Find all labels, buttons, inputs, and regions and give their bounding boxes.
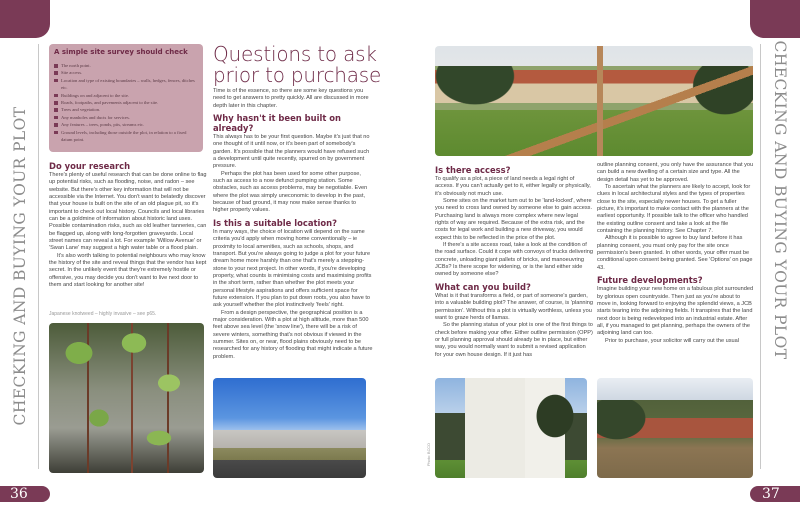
heading-suitable-location: Is this a suitable location?: [213, 217, 337, 228]
column-access: [435, 162, 593, 359]
survey-item: Site access.: [54, 69, 198, 76]
development-site-photo: [597, 378, 753, 478]
survey-item: The north point.: [54, 62, 198, 69]
survey-item: Location and type of existing boundaries – walls, hedges, fences, ditches etc.: [54, 77, 198, 92]
survey-item: Any manholes and ducts for services.: [54, 114, 198, 121]
body-paragraph: This always has to be your first question. Maybe it's just that no one thought of it until now, or it's been part of somebody's garden. It's possible that the planners would have refused such a development until quite recently, spurred on by government pressure.: [213, 134, 370, 170]
heading-what-can-you-build: What can you build?: [435, 281, 531, 292]
left-side-rule: [38, 44, 39, 469]
square-bullet-icon: [54, 108, 58, 112]
right-side-rule: [760, 44, 761, 469]
survey-item: Ground levels, including those outside the plot, in relation to a fixed datum point.: [54, 129, 198, 144]
body-paragraph: In many ways, the choice of location will depend on the same criteria you'd apply when moving home conventionally – ie proximity to local amenities, such as schools, shops, and transport. But you're always going to judge a plot for your future dream home more harshly than one that's merely a stepping-stone to your next project. In other words, if you're developing property, what counts is minimising costs and maximising profits in the short term, rather than whether the plot meets your personal lifestyle aspirations and offers sufficient space for future extension. If you plan to put down roots, you also have to ask yourself whether the plot instinctively 'feels' right.: [213, 228, 372, 309]
square-bullet-icon: [54, 64, 58, 68]
body-paragraph: What is it that transforms a field, or part of someone's garden, into a valuable building plot? The answer, of course, is 'planning permission'. Without this a plot is virtually worthless, unless you want to graze herds of llamas.: [435, 292, 594, 321]
right-running-head: CHECKING AND BUYING YOUR PLOT: [771, 40, 789, 360]
survey-checklist: [54, 62, 198, 143]
body-paragraph: It's also worth talking to potential neighbours who may know the history of the site and reveal things that the vendor has kept secret. In the unlikely event that they're extremely hostile or offensive, you may decide you don't want to live next door to them and start looking for another site!: [49, 252, 207, 289]
body-paragraph: outline planning consent, you only have the assurance that you can build a new dwelling of a certain size and type. All the design detail has yet to be approved.: [597, 162, 754, 183]
square-bullet-icon: [54, 79, 58, 83]
survey-item: Roads, footpaths, and pavements adjacent to the site.: [54, 99, 198, 106]
photo-credit: Photo: BCCO: [427, 442, 431, 466]
body-paragraph: To ascertain what the planners are likely to accept, look for clues in local architectural styles and the types of properties close to the site, especially newer houses. To get a fuller picture, it's important to make contact with the planners at the earliest opportunity. If possible talk to the officer who handled the existing outline consent and take a look at the file containing the planning history. See Chapter 7.: [597, 184, 751, 235]
knotweed-photo: [49, 323, 204, 473]
square-bullet-icon: [54, 123, 58, 127]
body-paragraph: Prior to purchase, your solicitor will carry out the usual: [605, 337, 739, 344]
survey-item: Any features – trees, ponds, pits, streams etc.: [54, 121, 198, 128]
heading-why-not-built: Why hasn't it been built on already?: [213, 113, 341, 134]
square-bullet-icon: [54, 101, 58, 105]
square-bullet-icon: [54, 116, 58, 120]
body-paragraph: There's plenty of useful research that can be done online to flag up potential risks, such as flooding, noise, and radon – see website. But there's other key information that will not be accessible via the Internet. You don't want to belatedly discover that your house is built on the site of an old plague pit, so it's important to check out local history. Councils and local libraries can be a goldmine of information about historic land uses. Possible contamination risks, such as old leather tanneries, can be flagged up, along with long-forgotten graveyards. Local street names can reveal a lot. For example 'Willow Avenue' or 'Swan Lane' may suggest a high water table or a flood plain.: [49, 172, 207, 252]
intro-paragraph: Time is of the essence, so there are some key questions you need to get answers to pretty quickly. All are discussed in more depth later in this chapter.: [213, 88, 369, 109]
left-corner-tab: [0, 0, 50, 38]
site-survey-box: [49, 44, 203, 152]
empty-plot-photo: [213, 378, 366, 478]
column-planning: [597, 162, 755, 345]
survey-box-title: A simple site survey should check: [54, 48, 188, 56]
right-page-number: 37: [750, 486, 800, 502]
country-house-photo: [435, 46, 753, 156]
survey-item: Trees and vegetation.: [54, 106, 198, 113]
article-title: Questions to ask prior to purchase: [213, 42, 382, 87]
square-bullet-icon: [54, 94, 58, 98]
round-house-photo: [435, 378, 587, 478]
body-paragraph: Imagine building your new home on a fabulous plot surrounded by glorious open countryside. Then just as you're about to move in, looking forward to enjoying the splendid views, a JCB starts tearing into the adjoining fields. It transpires that the land next door is being redeveloped into an industrial estate. After all, if you managed to get planning, perhaps the owners of the adjoining land can too.: [597, 286, 754, 337]
column-research: [49, 158, 207, 290]
body-paragraph: Perhaps the plot has been used for some other purpose, such as access to a now defunct pumping station. Some obstacles, such as access problems, may be negotiable. Even where the plot was simply uneconomic to develop in the past, because of bad ground, it may now make sense thanks to higher property values.: [213, 170, 368, 214]
photo-caption: Japanese knotweed – highly invasive – see p65.: [49, 311, 157, 317]
square-bullet-icon: [54, 131, 58, 135]
survey-item: Buildings on and adjacent to the site.: [54, 92, 198, 99]
heading-do-your-research: Do your research: [49, 161, 131, 171]
heading-is-there-access: Is there access?: [435, 165, 511, 175]
body-paragraph: Although it is possible to agree to buy land before it has planning consent, you must only pay for the site once permission's been granted. In other words, your offer must be conditional upon consent being granted. See 'Options' on page 43.: [597, 235, 753, 271]
left-page-number: 36: [0, 486, 50, 502]
body-paragraph: So the planning status of your plot is one of the first things to check before making your offer. Either outline permission (OPP) or full planning approval should already be in place, but either way, you would normally want to submit a revised application for your own house design. If it just has: [435, 322, 593, 358]
column-questions: [213, 88, 373, 361]
body-paragraph: If there's a site access road, take a look at the condition of the road surface. Could it cope with convoys of trucks delivering concrete, unloading giant pallets of bricks, and manoeuvring JCBs? Is there scope for widening, or is the land either side owned by someone else?: [435, 242, 593, 278]
left-running-head: CHECKING AND BUYING YOUR PLOT: [11, 106, 29, 426]
square-bullet-icon: [54, 71, 58, 75]
heading-future-developments: Future developments?: [597, 275, 703, 286]
right-corner-tab: [750, 0, 800, 38]
body-paragraph: To qualify as a plot, a piece of land needs a legal right of access. If you can't actually get to it, either legally or physically, it's obviously not much use.: [435, 176, 591, 197]
body-paragraph: Some sites on the market turn out to be 'land-locked', where you need to cross land owned by someone else to gain access. Purchasing land is always more complex where new legal rights of way are required. Because of the extra risk, and the costs for legal work and building a new driveway, you would expect this to be reflected in the price of the plot.: [435, 198, 593, 241]
body-paragraph: From a design perspective, the geographical position is a major consideration. With a plot at high altitude, more than 500 feet above sea level (the 'snow line'), there will be a risk of severe winters, something that's not obvious if viewed in the summer. Sites on, or near, flood plains obviously need to be researched for any history of flooding that might indicate a future problem.: [213, 309, 373, 360]
